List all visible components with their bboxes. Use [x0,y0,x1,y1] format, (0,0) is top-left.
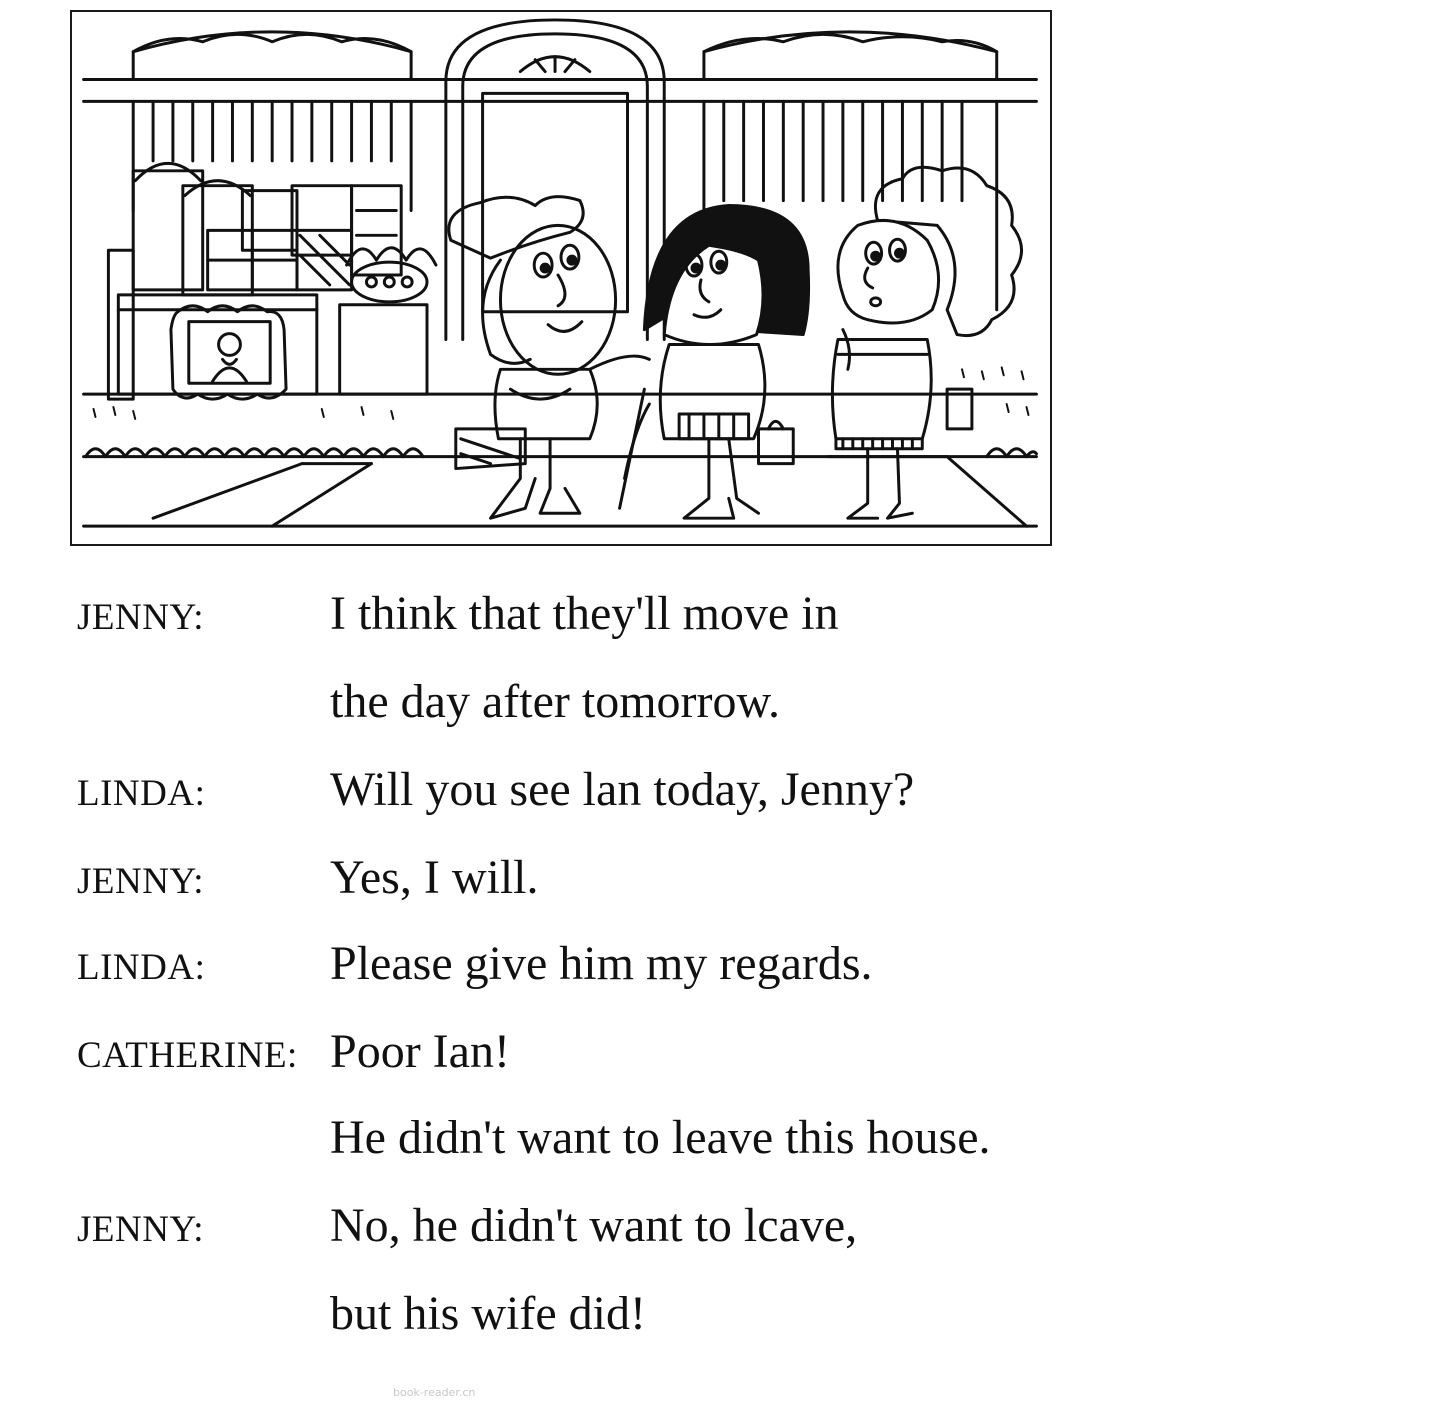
dialogue-line: No, he didn't want to lcave, [330,1199,858,1252]
dialogue-line: the day after tomorrow. [330,675,781,728]
dialogue-line: Poor Ian! [330,1025,510,1078]
watermark: book-reader.cn [393,1386,476,1399]
dialogue-line: I think that they'll move in [330,587,839,640]
speaker-label: JENNY: [77,597,205,638]
dialogue-line: Please give him my regards. [330,937,873,990]
speaker-label: JENNY: [77,1209,205,1250]
dialogue-line: Yes, I will. [330,851,539,904]
speaker-label: LINDA: [77,773,206,814]
speaker-label: CATHERINE: [77,1035,298,1076]
dialogue-line: He didn't want to leave this house. [330,1111,991,1164]
dialogue-line: but his wife did! [330,1287,646,1340]
speaker-label: JENNY: [77,861,205,902]
dialogue-line: Will you see lan today, Jenny? [330,763,915,816]
speaker-label: LINDA: [77,947,206,988]
